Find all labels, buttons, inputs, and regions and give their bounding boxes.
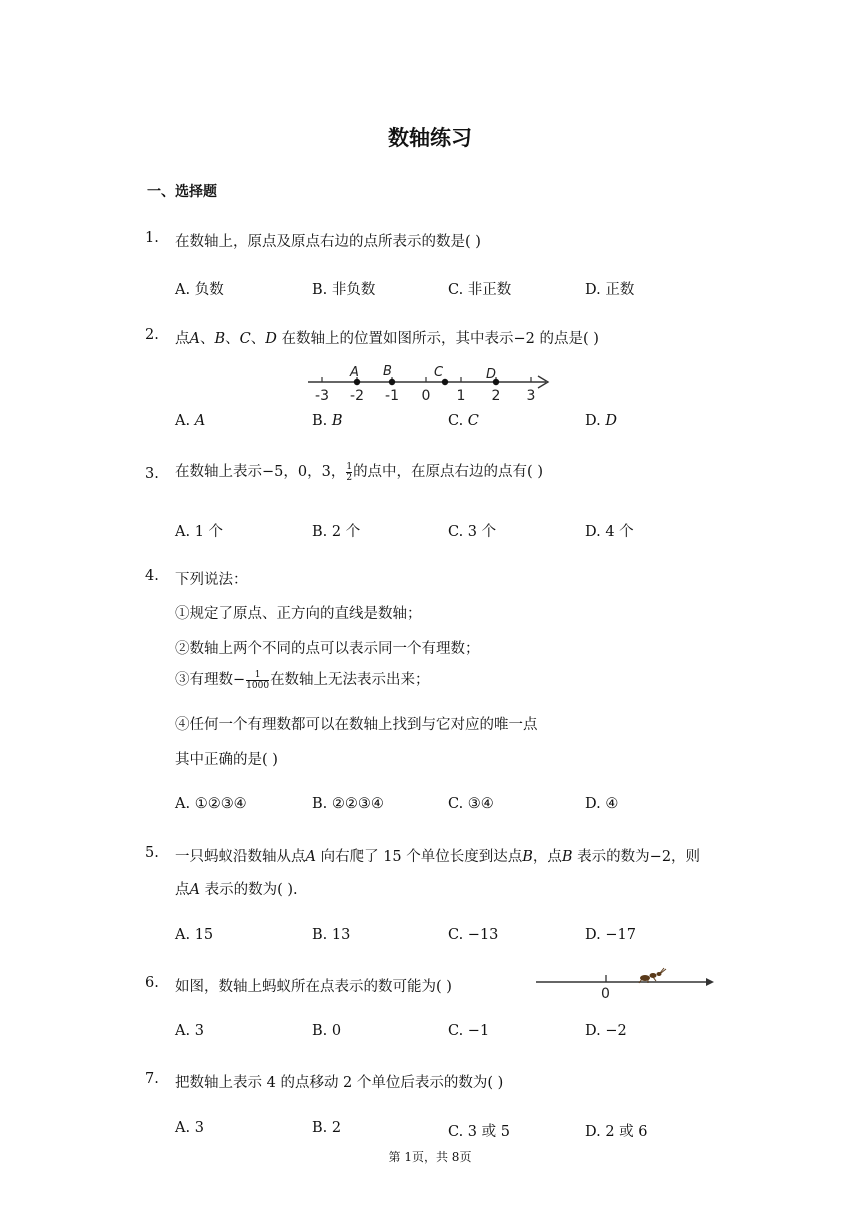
statement-4: ④任何一个有理数都可以在数轴上找到与它对应的唯一点 <box>175 717 538 733</box>
question-text: 如图，数轴上蚂蚁所在点表示的数可能为( ) <box>175 979 452 995</box>
option-d: D. −2 <box>585 1023 627 1039</box>
statement-2: ②数轴上两个不同的点可以表示同一个有理数； <box>175 641 480 657</box>
tick-label: 2 <box>491 388 501 404</box>
point-d-label: D <box>486 367 497 382</box>
point-b-label: B <box>383 364 392 379</box>
page-footer: 第 1页，共 8页 <box>388 1150 472 1164</box>
statement-1: ①规定了原点、正方向的直线是数轴； <box>175 606 422 622</box>
option-c: C. 3 个 <box>448 524 497 540</box>
option-c: C. 非正数 <box>448 282 512 298</box>
option-a: A. 15 <box>175 927 214 943</box>
statement-3: ③有理数− $\frac{1}{1000}$ 在数轴上无法表示出来； <box>175 669 430 691</box>
question-text: 在数轴上，原点及原点右边的点所表示的数是( ) <box>175 234 481 250</box>
option-b: B. 2 个 <box>312 524 361 540</box>
ant-icon <box>639 968 666 983</box>
question-text: 下列说法： <box>175 572 248 588</box>
option-c: C. −13 <box>448 927 499 943</box>
option-d: D. 2 或 6 <box>585 1124 648 1140</box>
number-line-figure <box>300 358 560 406</box>
option-d: D. −17 <box>585 927 636 943</box>
origin-label: 0 <box>601 986 610 1002</box>
point-c-label: C <box>434 365 444 380</box>
option-d: D. 4 个 <box>585 524 634 540</box>
option-c: C. C <box>448 413 479 429</box>
option-a: A. ①②③④ <box>175 796 247 812</box>
question-number: 2. <box>145 327 159 343</box>
page-title: 数轴练习 <box>388 126 472 150</box>
question-text: 点A、B、C、D 在数轴上的位置如图所示，其中表示−2 的点是( ) <box>175 331 599 347</box>
option-b: B. ②②③④ <box>312 796 384 812</box>
question-text: 把数轴上表示 4 的点移动 2 个单位后表示的数为( ) <box>175 1075 504 1091</box>
option-b: B. 13 <box>312 927 351 943</box>
option-b: B. B <box>312 413 343 429</box>
tick-label: 0 <box>421 388 431 404</box>
option-a: A. 3 <box>175 1120 204 1136</box>
tick-label: -1 <box>385 388 399 404</box>
option-a: A. 3 <box>175 1023 204 1039</box>
question-prompt: 其中正确的是( ) <box>175 752 278 768</box>
option-d: D. D <box>585 413 617 429</box>
point-a-label: A <box>350 365 359 380</box>
option-a: A. 负数 <box>175 282 224 298</box>
question-text-line-1: 一只蚂蚁沿数轴从点A 向右爬了 15 个单位长度到达点B，点B 表示的数为−2，则 <box>175 849 701 865</box>
option-d: D. ④ <box>585 796 619 812</box>
option-c: C. −1 <box>448 1023 490 1039</box>
option-d: D. 正数 <box>585 282 635 298</box>
option-c: C. 3 或 5 <box>448 1124 510 1140</box>
option-a: A. A <box>175 413 206 429</box>
point-b-dot <box>389 379 395 385</box>
question-number: 3. <box>145 466 159 482</box>
option-a: A. 1 个 <box>175 524 224 540</box>
tick-label: 1 <box>456 388 466 404</box>
tick-label: -2 <box>350 388 364 404</box>
question-number: 4. <box>145 568 159 584</box>
option-b: B. 0 <box>312 1023 342 1039</box>
section-heading: 一、选择题 <box>147 184 217 200</box>
tick-label: -3 <box>315 388 329 404</box>
option-c: C. ③④ <box>448 796 494 812</box>
option-b: B. 非负数 <box>312 282 376 298</box>
tick-label: 3 <box>526 388 536 404</box>
question-number: 5. <box>145 845 159 861</box>
question-number: 7. <box>145 1071 159 1087</box>
question-text-line-2: 点A 表示的数为( ). <box>175 882 298 898</box>
fraction: $\frac{1}{1000}$ <box>246 669 270 691</box>
option-b: B. 2 <box>312 1120 342 1136</box>
ant-number-line-figure <box>530 964 720 1002</box>
question-number: 6. <box>145 975 159 991</box>
question-text: 在数轴上表示−5，0，3， $\frac{1}{2}$ 的点中，在原点右边的点有( ) <box>175 461 543 483</box>
question-number: 1. <box>145 230 159 246</box>
fraction: $\frac{1}{2}$ <box>346 461 353 483</box>
